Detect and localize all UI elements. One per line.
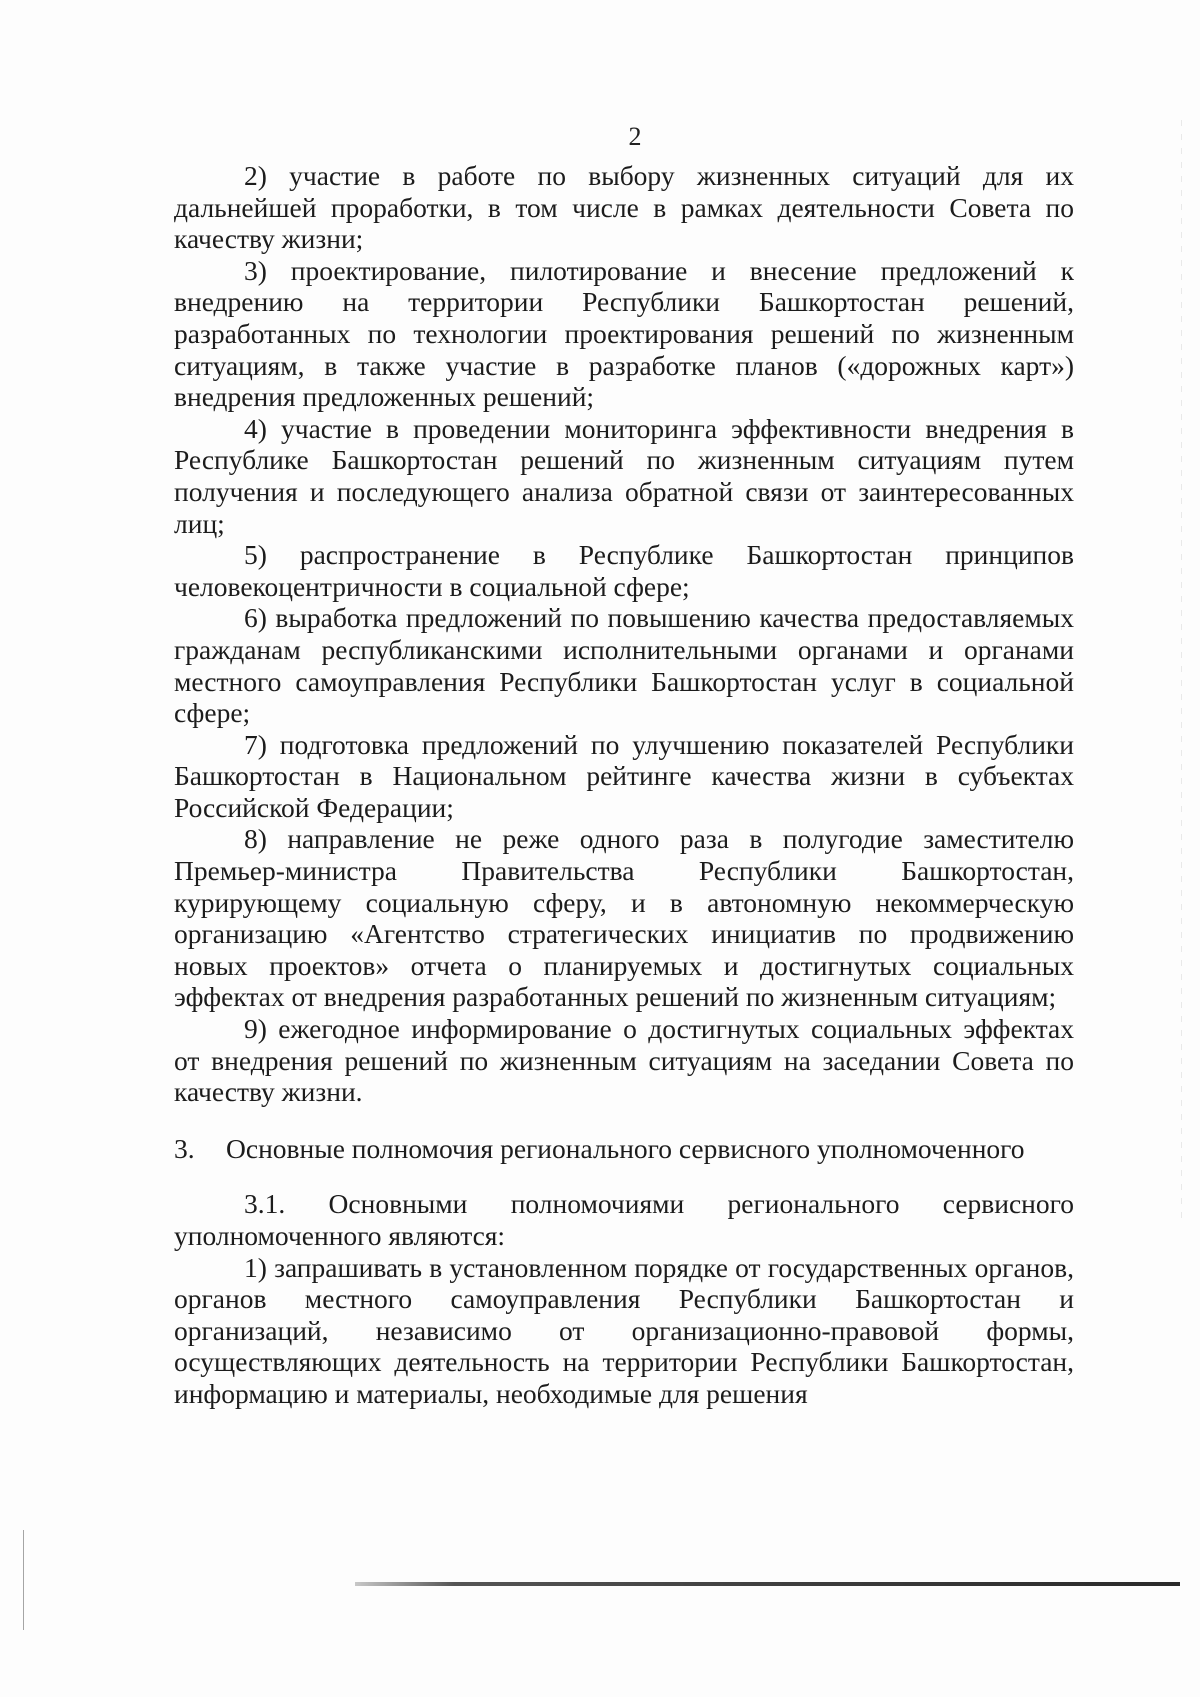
document-body <box>174 160 1074 1410</box>
paragraph-item-5: 5) распространение в Республике Башкортостан принципов человекоцентричности в социальной сфере; <box>174 539 1074 602</box>
paragraph-item-7: 7) подготовка предложений по улучшению показателей Республики Башкортостан в Национальном рейтинге качества жизни в субъектах Российской Федерации; <box>174 728 1074 823</box>
paragraph-item-3: 3) проектирование, пилотирование и внесение предложений к внедрению на территории Республики Башкортостан решений, разработанных по технологии проектирования решений по жизненным ситуациям, в также участие в разработке планов («дорожных карт») внедрения предложенных решений; <box>174 254 1074 413</box>
paragraph-item-8: 8) направление не реже одного раза в полугодие заместителю Премьер-министра Правительства Республики Башкортостан, курирующему социальную сферу, и в автономную некоммерческую организацию «Агентство стратегических инициатив по продвижению новых проектов» отчета о планируемых и достигнутых социальных эффектах от внедрения разработанных решений по жизненным ситуациям; <box>174 823 1074 1013</box>
scan-edge-mark <box>1181 120 1182 1220</box>
page-number: 2 <box>628 122 642 151</box>
paragraph-item-9: 9) ежегодное информирование о достигнутых социальных эффектах от внедрения решений по жизненным ситуациям на заседании Совета по качеству жизни. <box>174 1013 1074 1108</box>
section-heading <box>174 1133 1074 1165</box>
section-title: Основные полномочия регионального сервисного уполномоченного <box>226 1132 1025 1164</box>
bottom-scan-line <box>355 1582 1180 1586</box>
paragraph-item-2: 2) участие в работе по выбору жизненных ситуаций для их дальнейшей проработки, в том числе в рамках деятельности Совета по качеству жизни; <box>174 160 1074 255</box>
section-number: 3. <box>174 1132 195 1164</box>
paragraph-item-6: 6) выработка предложений по повышению качества предоставляемых гражданам республиканскими исполнительными органами и органами местного самоуправления Республики Башкортостан услуг в социальной сфере; <box>174 602 1074 729</box>
paragraph-3-1: 3.1. Основными полномочиями регионального сервисного уполномоченного являются: <box>174 1188 1074 1251</box>
paragraph-powers-1: 1) запрашивать в установленном порядке от государственных органов, органов местного самоуправления Республики Башкортостан и организаций, независимо от организационно-правовой формы, осуществляющих деятельность на территории Республики Башкортостан, информацию и материалы, необходимые для решения <box>174 1251 1074 1409</box>
paragraph-item-4: 4) участие в проведении мониторинга эффективности внедрения в Республике Башкортостан решений по жизненным ситуациям путем получения и последующего анализа обратной связи от заинтересованных лиц; <box>174 412 1074 539</box>
scan-edge-mark-left <box>23 1530 24 1630</box>
